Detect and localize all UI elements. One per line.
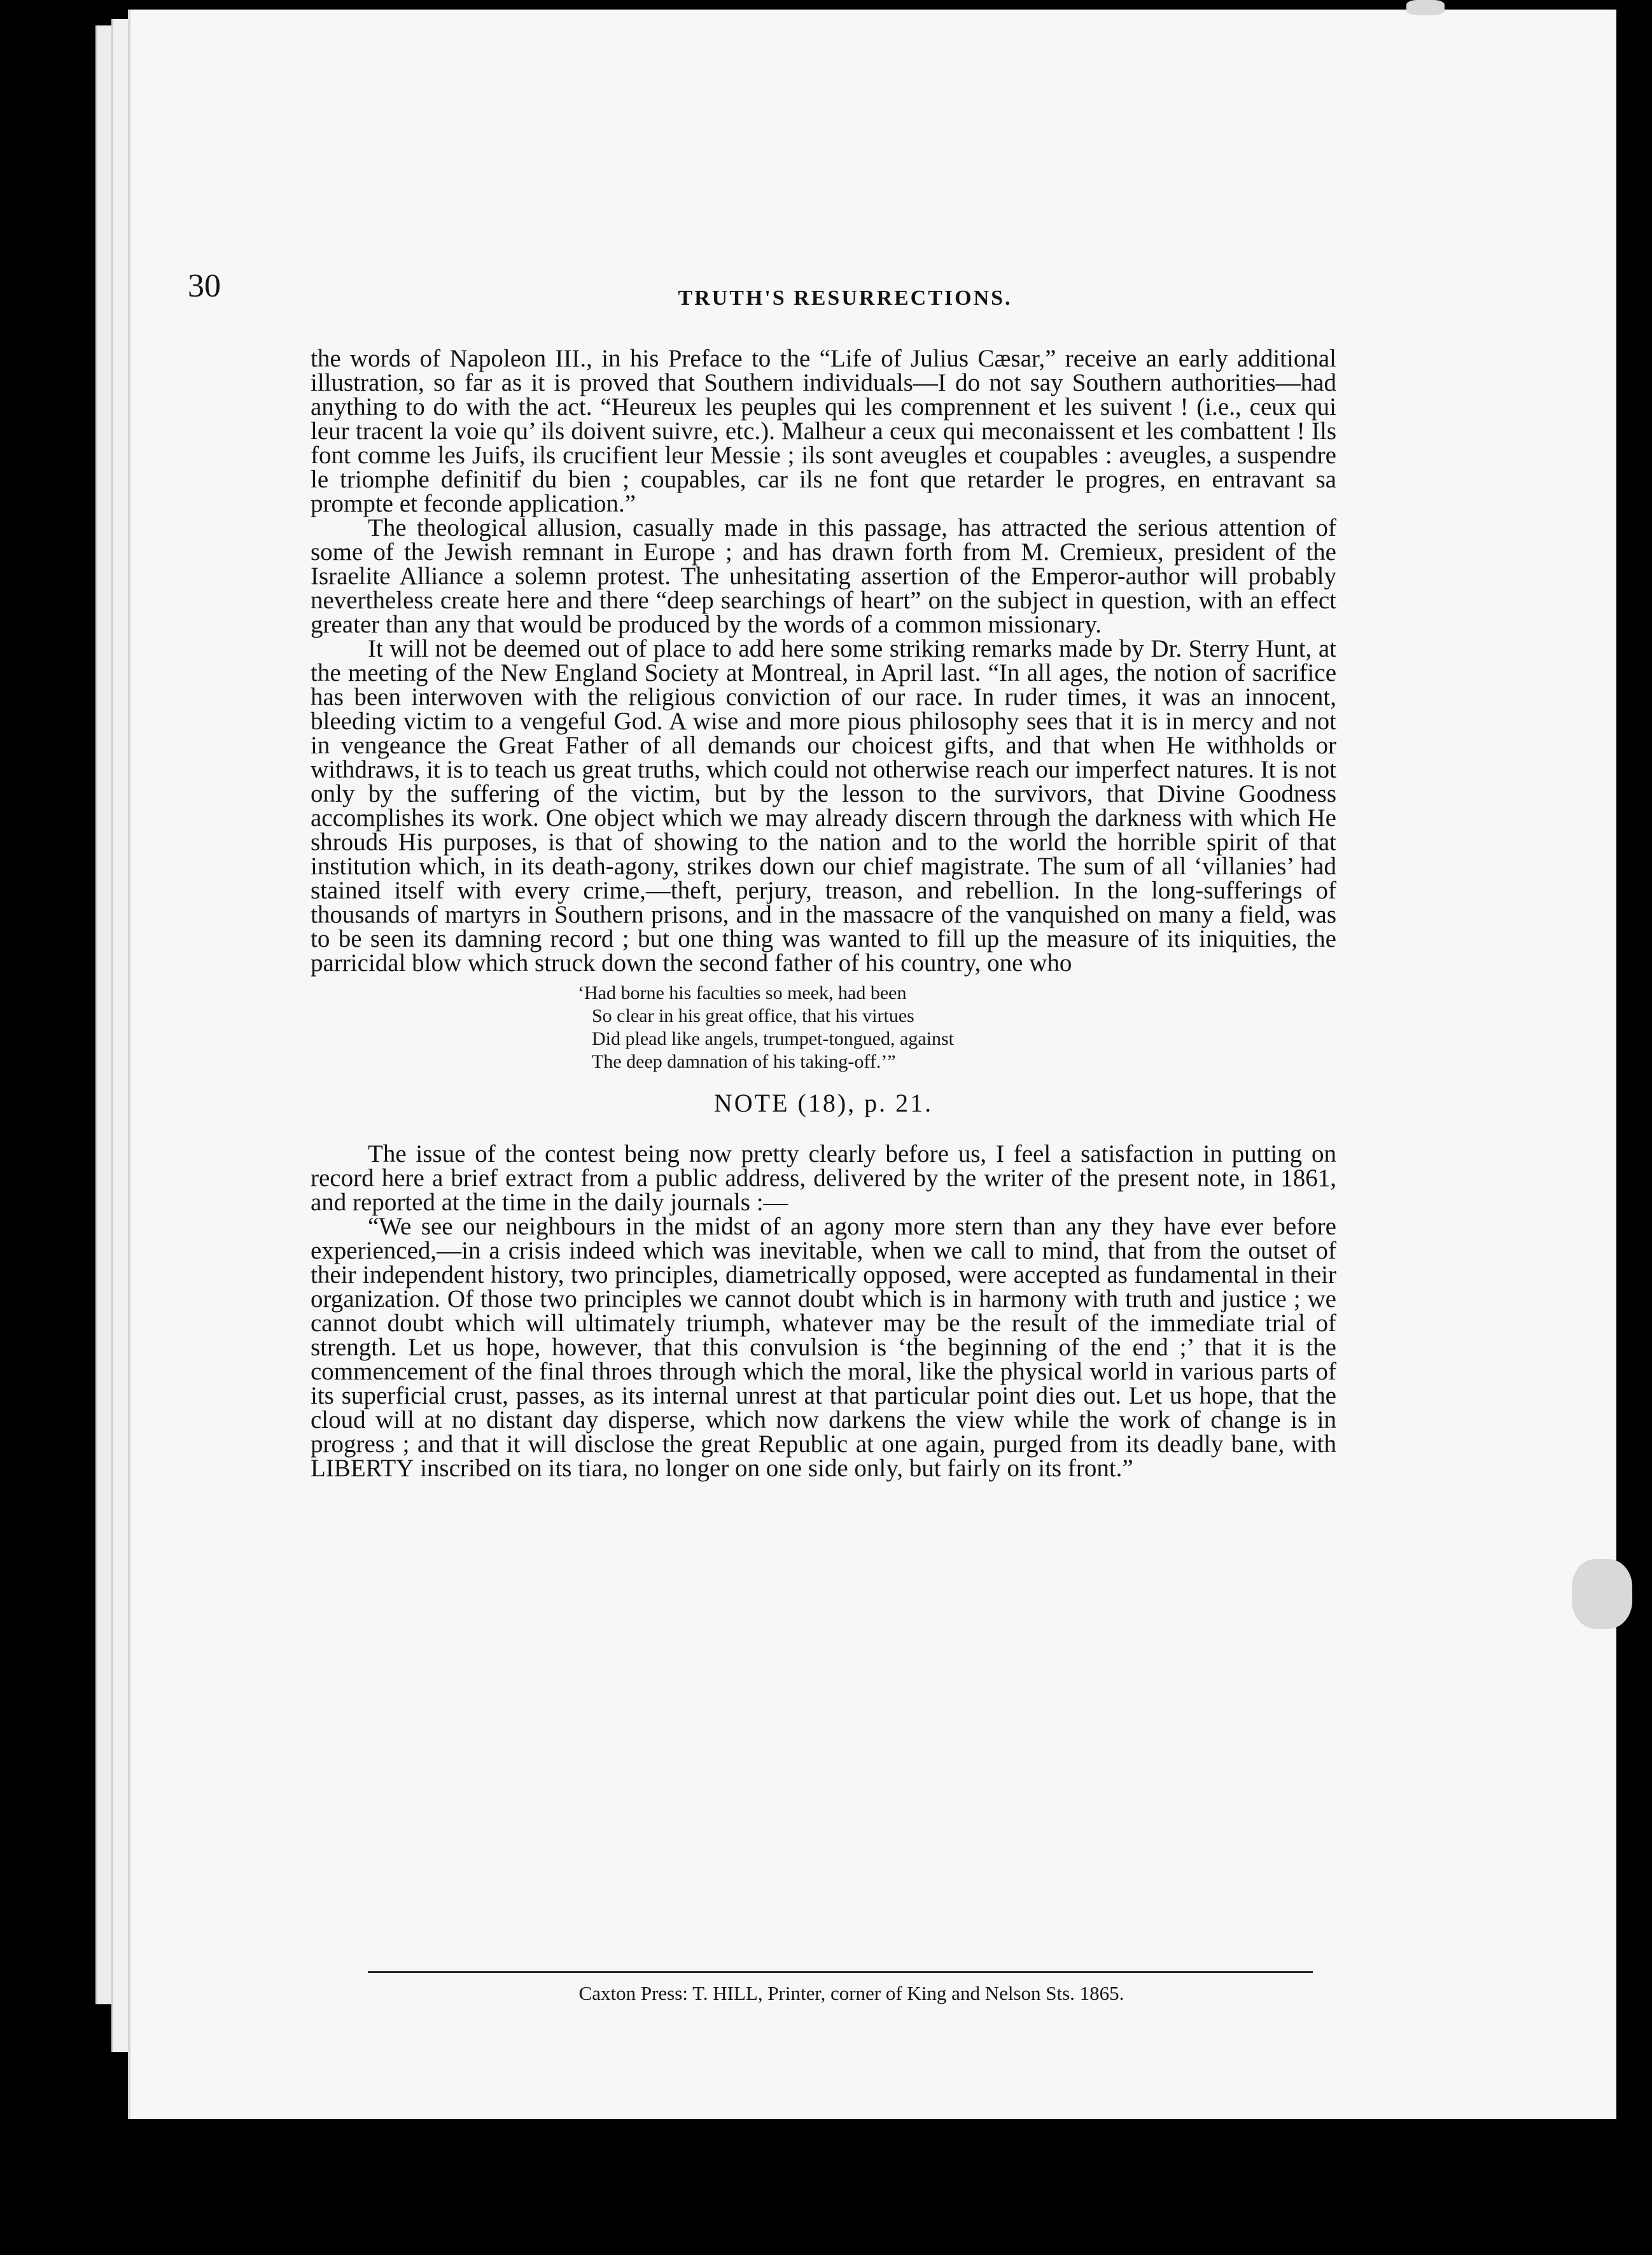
verse-line: Did plead like angels, trumpet-tongued, against: [592, 1028, 955, 1049]
address-text-end: inscribed on its tiara, no longer on one side only, but fairly on its front.”: [420, 1455, 1133, 1482]
page-edge-damage: [1572, 1559, 1632, 1629]
page-body: [311, 347, 1336, 1481]
page-number: 30: [188, 268, 221, 304]
printer-imprint: Caxton Press: T. HILL, Printer, corner of King and Nelson Sts. 1865.: [578, 1982, 1124, 2004]
paragraph-address-extract: [311, 1215, 1336, 1481]
page-edge-damage: [1406, 0, 1445, 15]
verse-line: ‘Had borne his faculties so meek, had been: [578, 982, 907, 1003]
paragraph-theological-allusion: The theological allusion, casually made in this passage, has attracted the serious attention of some of the Jewish remnant in Europe ; and has drawn forth from M. Cremieux, president of the Israelite Alliance a solemn protest. The unhesitating assertion of the Emperor-author will probably nevertheless create here and there “deep searchings of heart” on the subject in question, with an effect greater than any that would be produced by the words of a common missionary.: [311, 514, 1336, 638]
running-head: TRUTH'S RESURRECTIONS.: [678, 286, 1012, 310]
paragraph-contest-issue: The issue of the contest being now pretty clearly before us, I feel a satisfaction in putting on record here a brief extract from a public address, delivered by the writer of the present note, in 1861, and reported at the time in the daily journals :—: [311, 1140, 1336, 1216]
paragraph-sterry-hunt: It will not be deemed out of place to add here some striking remarks made by Dr. Sterry Hunt, at the meeting of the New England Society at Montreal, in April last. “In all ages, the notion of sacrifice has been interwoven with the religious conviction of our race. In ruder times, it was an innocent, bleeding victim to a vengeful God. A wise and more pious philosophy sees that it is in mercy and not in vengeance the Great Father of all demands our choicest gifts, and that when He withholds or withdraws, it is to teach us great truths, which could not otherwise reach our imperfect natures. It is not only by the suffering of the victim, but by the lesson to the survivors, that Divine Goodness accomplishes its work. One object which we may already discern through the darkness with which He shrouds His purposes, is that of showing to the nation and to the world the horrible spirit of that institution which, in its death-agony, strikes down our chief magistrate. The sum of all ‘villanies’ had stained itself with every crime,—theft, perjury, treason, and rebellion. In the long-sufferings of thousands of martyrs in Southern prisons, and in the massacre of the vanquished on many a field, was to be seen its damning record ; but one thing was wanted to fill up the measure of its iniquities, the parricidal blow which struck down the second father of his country, one who: [311, 635, 1336, 977]
liberty-word: LIBERTY: [311, 1455, 414, 1482]
address-text-start: “We see our neighbours in the midst of an agony more stern than any they have ever before experienced,—in a crisis indeed which was inevitable, when we call to mind, that from the outset of their independent history, two principles, diametrically opposed, were accepted as fundamental in their organization. Of those two principles we cannot doubt which is in harmony with truth and justice ; we cannot doubt which will ultimately triumph, whatever may be the result of the immediate trial of strength. Let us hope, however, that this convulsion is ‘the beginning of the end ;’ that it is the commencement of the final throes through which the moral, like the physical world in various parts of its superficial crust, passes, as its internal unrest at that particular point dies out. Let us hope, that the cloud will at no distant day disperse, which now darkens the view while the work of change is in progress ; and that it will disclose the great Republic at one again, purged from its deadly bane, with: [311, 1213, 1336, 1458]
paragraph-napoleon-quote: the words of Napoleon III., in his Preface to the “Life of Julius Cæsar,” receive an early additional illustration, so far as it is proved that Southern individuals—I do not say Southern authorities—had anything to do with the act. “Heureux les peuples qui les comprennent et les suivent ! (i.e., ceux qui leur tracent la voie qu’ ils doivent suivre, etc.). Malheur a ceux qui meconaissent et les combattent ! Ils font comme les Juifs, ils crucifient leur Messie ; ils sont aveugles et coupables : aveugles, a suspendre le triomphe definitif du bien ; coupables, car ils ne font que retarder le progres, en entravant sa prompte et feconde application.”: [311, 345, 1336, 517]
note-heading: NOTE (18), p. 21.: [713, 1089, 934, 1117]
footer-rule: [368, 1971, 1313, 1973]
verse-line: So clear in his great office, that his virtues: [592, 1005, 914, 1026]
verse-quotation: [578, 982, 1336, 1073]
verse-line: The deep damnation of his taking-off.’”: [592, 1051, 896, 1072]
